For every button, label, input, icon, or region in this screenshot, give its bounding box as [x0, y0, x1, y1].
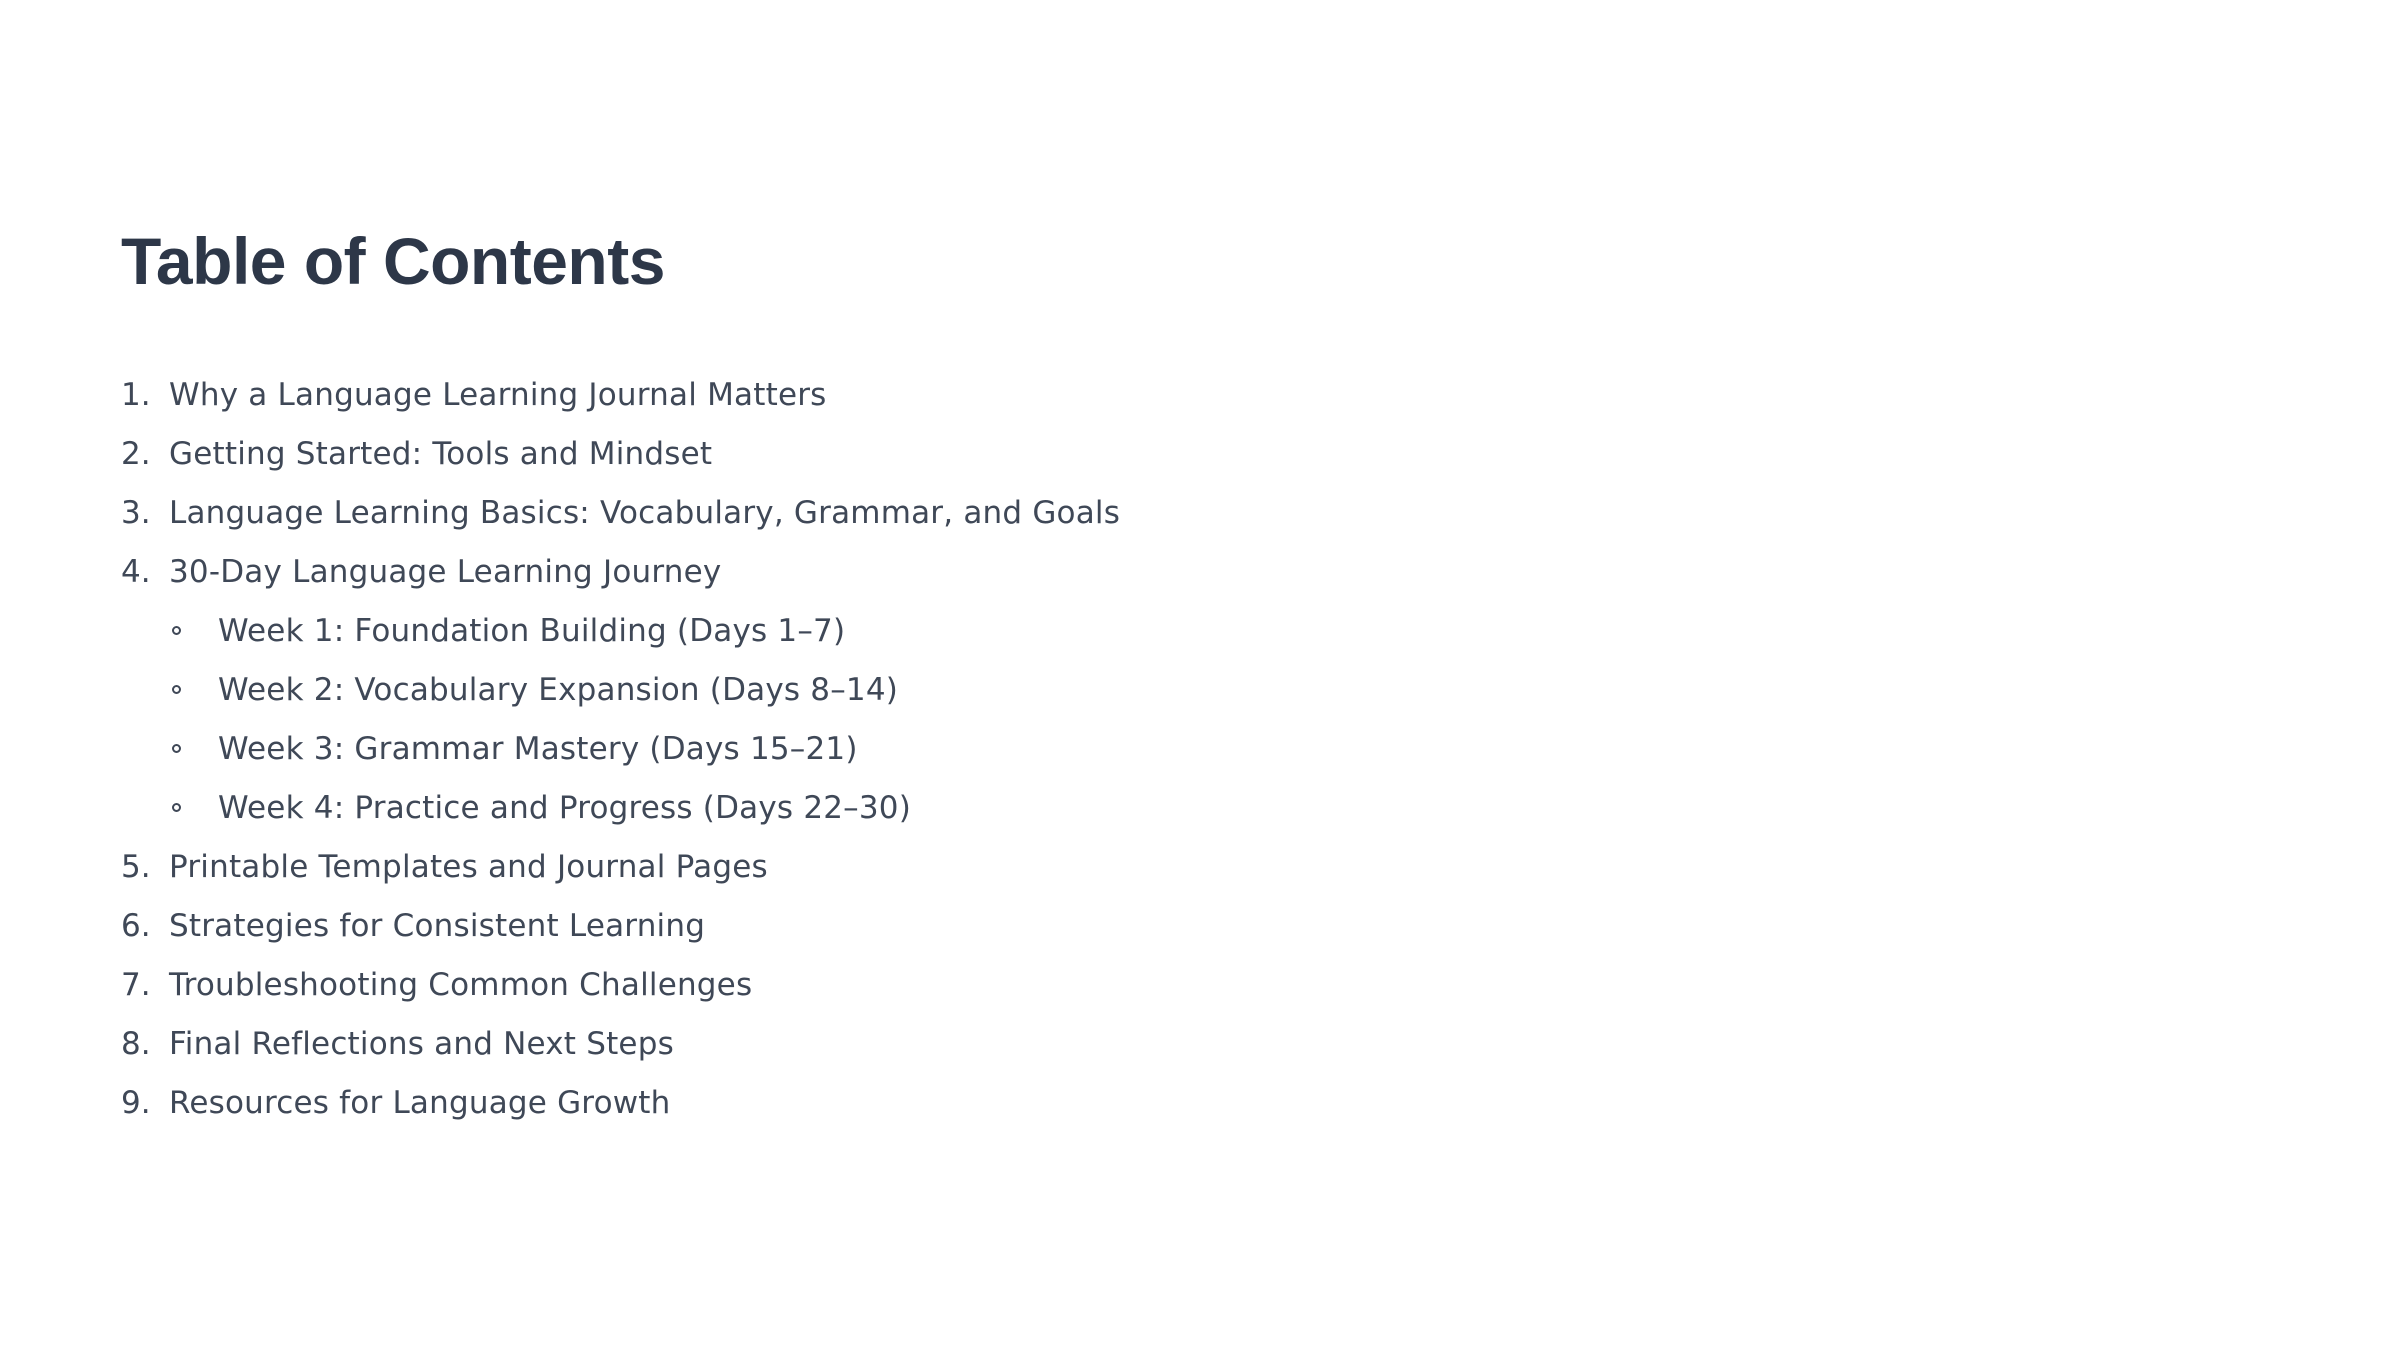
- toc-label: Language Learning Basics: Vocabulary, Grammar, and Goals: [169, 495, 1121, 531]
- toc-label: Strategies for Consistent Learning: [169, 908, 706, 944]
- toc-label: Resources for Language Growth: [169, 1085, 671, 1121]
- page-title: Table of Contents: [121, 224, 665, 298]
- toc-sublabel: Week 3: Grammar Mastery (Days 15–21): [218, 731, 858, 767]
- toc-number: 8.: [121, 1026, 151, 1062]
- toc-sublabel: Week 2: Vocabulary Expansion (Days 8–14): [218, 672, 899, 708]
- toc-label: Final Reflections and Next Steps: [169, 1026, 674, 1062]
- toc-sublabel: Week 1: Foundation Building (Days 1–7): [218, 613, 846, 649]
- toc-number: 5.: [121, 849, 151, 885]
- toc-number: 1.: [121, 377, 151, 413]
- toc-number: 6.: [121, 908, 151, 944]
- toc-number: 7.: [121, 967, 151, 1003]
- circle-bullet-icon: [172, 626, 181, 635]
- toc-label: Why a Language Learning Journal Matters: [169, 377, 827, 413]
- circle-bullet-icon: [172, 744, 181, 753]
- toc-number: 9.: [121, 1085, 151, 1121]
- toc-label: 30-Day Language Learning Journey: [169, 554, 722, 590]
- toc-number: 3.: [121, 495, 151, 531]
- toc-label: Getting Started: Tools and Mindset: [169, 436, 713, 472]
- toc-label: Troubleshooting Common Challenges: [169, 967, 753, 1003]
- toc-sublabel: Week 4: Practice and Progress (Days 22–30): [218, 790, 912, 826]
- circle-bullet-icon: [172, 803, 181, 812]
- toc-label: Printable Templates and Journal Pages: [169, 849, 768, 885]
- circle-bullet-icon: [172, 685, 181, 694]
- toc-number: 4.: [121, 554, 151, 590]
- toc-number: 2.: [121, 436, 151, 472]
